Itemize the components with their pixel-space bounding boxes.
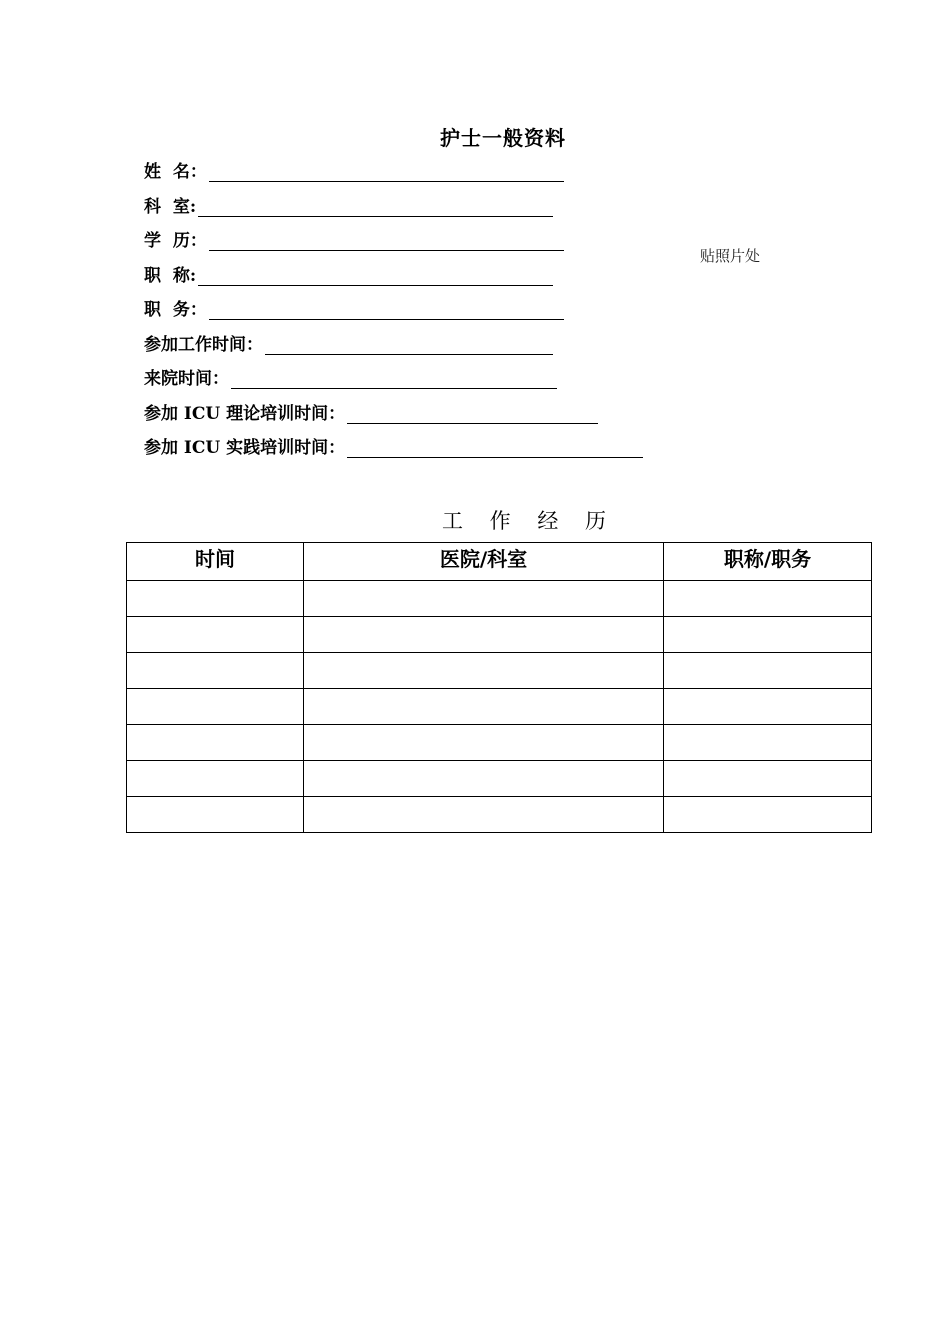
table-cell[interactable] bbox=[664, 653, 872, 689]
table-cell[interactable] bbox=[664, 617, 872, 653]
column-header-time: 时间 bbox=[127, 543, 304, 581]
professional-title-field-row bbox=[144, 262, 553, 286]
table-cell[interactable] bbox=[304, 797, 664, 833]
hospital-join-label: 来院时间： bbox=[144, 369, 229, 389]
table-cell[interactable] bbox=[127, 581, 304, 617]
table-cell[interactable] bbox=[664, 761, 872, 797]
table-cell[interactable] bbox=[304, 653, 664, 689]
department-label: 科 室: bbox=[144, 197, 197, 217]
table-cell[interactable] bbox=[127, 761, 304, 797]
education-field[interactable] bbox=[209, 232, 564, 251]
name-label: 姓 名： bbox=[144, 162, 207, 182]
icu-practice-field[interactable] bbox=[347, 439, 643, 458]
name-field[interactable] bbox=[209, 163, 564, 182]
department-field[interactable] bbox=[198, 198, 553, 217]
column-header-title-position: 职称/职务 bbox=[664, 543, 872, 581]
table-cell[interactable] bbox=[664, 581, 872, 617]
column-header-hospital-department: 医院/科室 bbox=[304, 543, 664, 581]
table-row bbox=[127, 761, 872, 797]
professional-title-field[interactable] bbox=[198, 267, 553, 286]
table-cell[interactable] bbox=[304, 689, 664, 725]
icu-practice-label: 参加 ICU 实践培训时间： bbox=[144, 438, 346, 458]
table-row bbox=[127, 725, 872, 761]
table-cell[interactable] bbox=[664, 689, 872, 725]
name-field-row bbox=[144, 158, 564, 182]
work-history-title: 工 作 经 历 bbox=[442, 509, 617, 533]
icu-theory-field-row bbox=[144, 400, 598, 424]
table-cell[interactable] bbox=[664, 797, 872, 833]
table-row bbox=[127, 617, 872, 653]
table-cell[interactable] bbox=[127, 725, 304, 761]
table-cell[interactable] bbox=[127, 797, 304, 833]
table-row bbox=[127, 797, 872, 833]
education-label: 学 历： bbox=[144, 231, 207, 251]
work-start-field[interactable] bbox=[265, 336, 553, 355]
work-start-label: 参加工作时间： bbox=[144, 335, 263, 355]
work-history-table bbox=[126, 542, 872, 833]
table-cell[interactable] bbox=[127, 653, 304, 689]
icu-practice-field-row bbox=[144, 434, 643, 458]
work-start-field-row bbox=[144, 331, 553, 355]
table-row bbox=[127, 581, 872, 617]
table-cell[interactable] bbox=[304, 725, 664, 761]
table-cell[interactable] bbox=[664, 725, 872, 761]
icu-theory-label: 参加 ICU 理论培训时间： bbox=[144, 404, 346, 424]
photo-placeholder[interactable]: 贴照片处 bbox=[700, 247, 761, 265]
position-label: 职 务： bbox=[144, 300, 207, 320]
table-cell[interactable] bbox=[304, 761, 664, 797]
table-cell[interactable] bbox=[127, 617, 304, 653]
table-cell[interactable] bbox=[127, 689, 304, 725]
hospital-join-field-row bbox=[144, 365, 557, 389]
hospital-join-field[interactable] bbox=[231, 370, 557, 389]
icu-theory-field[interactable] bbox=[347, 405, 598, 424]
position-field[interactable] bbox=[209, 301, 564, 320]
position-field-row bbox=[144, 296, 564, 320]
table-cell[interactable] bbox=[304, 617, 664, 653]
professional-title-label: 职 称: bbox=[144, 266, 197, 286]
table-row bbox=[127, 689, 872, 725]
page-title: 护士一般资料 bbox=[440, 126, 566, 150]
table-header-row bbox=[127, 543, 872, 581]
education-field-row bbox=[144, 227, 564, 251]
table-cell[interactable] bbox=[304, 581, 664, 617]
department-field-row bbox=[144, 193, 553, 217]
table-row bbox=[127, 653, 872, 689]
